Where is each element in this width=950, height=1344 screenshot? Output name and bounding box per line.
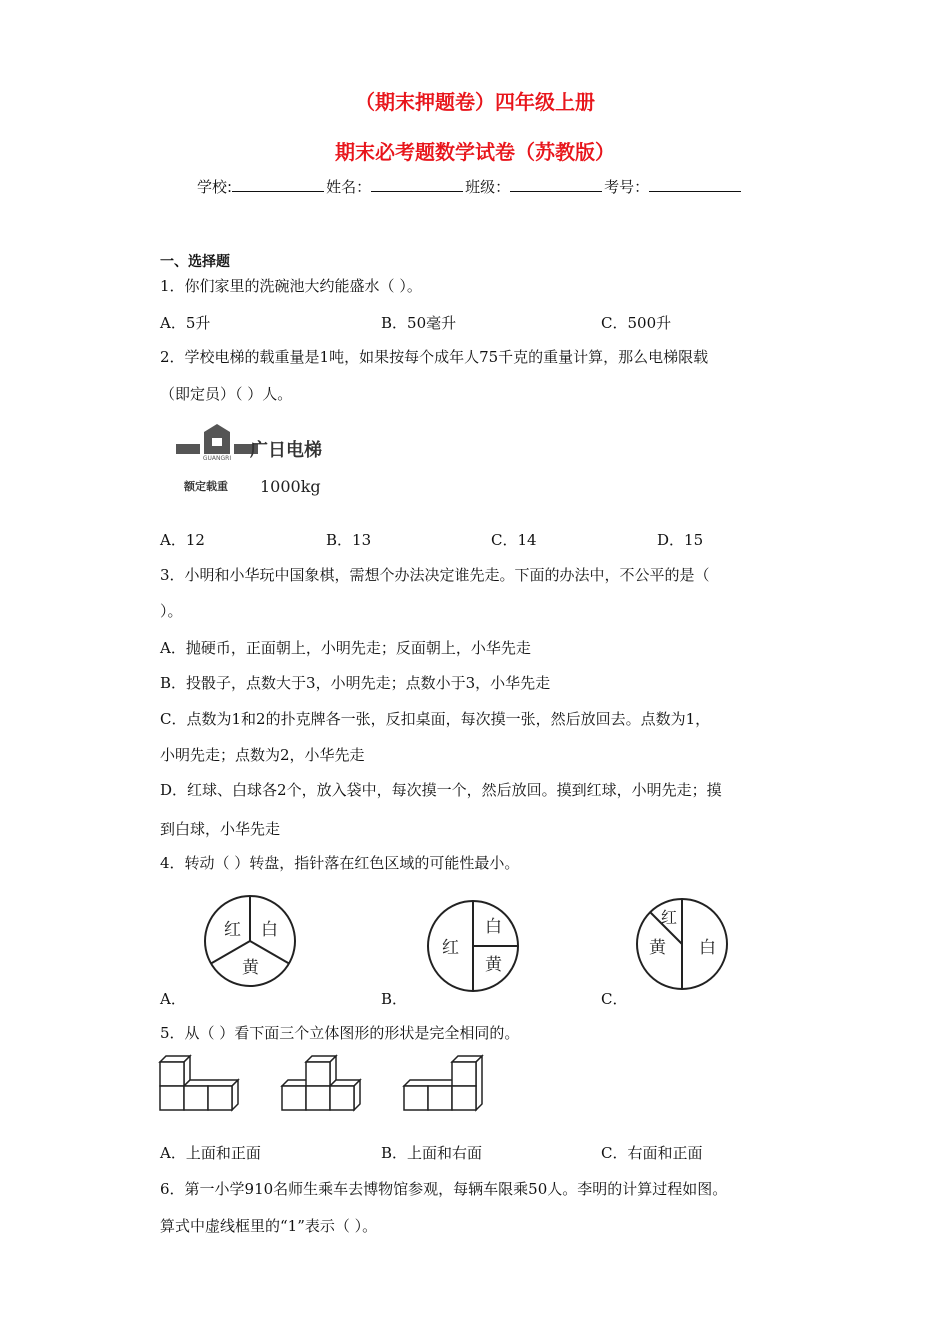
exam-number-label: 考号： bbox=[604, 178, 650, 196]
spinner-a-yellow-label: 黄 bbox=[242, 958, 259, 978]
brand-chinese: 广日电梯 bbox=[250, 440, 322, 461]
rated-load-label: 额定载重 bbox=[184, 480, 228, 493]
title-line2: 期末必考题数学试卷（苏教版） bbox=[335, 140, 615, 164]
q3-option-c-line2[interactable]: 小明先走；点数为2，小华先走 bbox=[160, 746, 365, 764]
q4-option-b[interactable]: B． bbox=[381, 990, 408, 1008]
cube-figure-2 bbox=[276, 1050, 368, 1118]
spinner-c-yellow-label: 黄 bbox=[649, 938, 666, 958]
exam-number-blank[interactable] bbox=[649, 177, 741, 192]
q5-option-b[interactable]: B．上面和右面 bbox=[381, 1144, 483, 1162]
q2-option-c[interactable]: C．14 bbox=[491, 531, 537, 549]
spinner-c-red-label: 红 bbox=[661, 908, 678, 927]
student-info-row bbox=[197, 176, 743, 197]
question-4-stem: 4．转动（ ）转盘，指针落在红色区域的可能性最小。 bbox=[160, 854, 520, 872]
q3-option-a[interactable]: A．抛硬币，正面朝上，小明先走；反面朝上，小华先走 bbox=[160, 639, 531, 657]
q1-option-a[interactable]: A．5升 bbox=[160, 314, 211, 332]
cube-figure-1 bbox=[154, 1050, 246, 1118]
spinner-b bbox=[425, 898, 521, 998]
question-2-line1: 2．学校电梯的载重量是1吨，如果按每个成年人75千克的重量计算，那么电梯限载 bbox=[160, 348, 709, 366]
question-3-line2: ）。 bbox=[160, 602, 183, 620]
question-3-line1: 3．小明和小华玩中国象棋，需想个办法决定谁先走。下面的办法中，不公平的是（ bbox=[160, 566, 710, 584]
q5-option-c[interactable]: C．右面和正面 bbox=[601, 1144, 703, 1162]
spinner-b-white-label: 白 bbox=[485, 917, 502, 937]
brand-english: GUANGRI bbox=[202, 455, 232, 462]
question-6-line1: 6．第一小学910名师生乘车去博物馆参观，每辆车限乘50人。李明的计算过程如图。 bbox=[160, 1180, 728, 1198]
question-1-stem: 1．你们家里的洗碗池大约能盛水（ ）。 bbox=[160, 277, 422, 295]
q3-option-c-line1[interactable]: C．点数为1和2的扑克牌各一张，反扣桌面，每次摸一张，然后放回去。点数为1， bbox=[160, 710, 711, 728]
q2-option-a[interactable]: A．12 bbox=[160, 531, 205, 549]
cube-figure-3 bbox=[398, 1050, 490, 1118]
q2-option-d[interactable]: D．15 bbox=[657, 531, 704, 549]
spinner-a-red-label: 红 bbox=[224, 920, 241, 940]
question-2-line2: （即定员）（ ）人。 bbox=[160, 385, 293, 403]
section-heading: 一、选择题 bbox=[160, 254, 230, 270]
q4-option-a[interactable]: A． bbox=[160, 990, 186, 1008]
spinner-c-white-label: 白 bbox=[699, 938, 716, 958]
elevator-logo-icon bbox=[174, 424, 344, 504]
question-6-line2: 算式中虚线框里的“1”表示（ ）。 bbox=[160, 1217, 378, 1235]
rated-load-value: 1000kg bbox=[260, 477, 321, 496]
school-label: 学校: bbox=[197, 178, 233, 196]
spinner-a bbox=[202, 893, 298, 993]
class-blank[interactable] bbox=[510, 177, 602, 192]
school-blank[interactable] bbox=[232, 177, 324, 192]
spinner-c bbox=[634, 896, 730, 996]
question-5-stem: 5．从（ ）看下面三个立体图形的形状是完全相同的。 bbox=[160, 1024, 520, 1042]
q2-option-b[interactable]: B．13 bbox=[326, 531, 372, 549]
q3-option-d-line1[interactable]: D．红球、白球各2个，放入袋中，每次摸一个，然后放回。摸到红球，小明先走；摸 bbox=[160, 781, 722, 799]
q3-option-d-line2[interactable]: 到白球，小华先走 bbox=[160, 820, 281, 838]
title-line1: （期末押题卷）四年级上册 bbox=[355, 90, 595, 114]
q1-option-b[interactable]: B．50毫升 bbox=[381, 314, 457, 332]
q4-option-c[interactable]: C． bbox=[601, 990, 628, 1008]
name-label: 姓名： bbox=[326, 178, 372, 196]
q5-option-a[interactable]: A．上面和正面 bbox=[160, 1144, 261, 1162]
class-label: 班级： bbox=[465, 178, 511, 196]
spinner-b-yellow-label: 黄 bbox=[485, 955, 502, 975]
elevator-sign bbox=[174, 424, 344, 504]
spinner-b-red-label: 红 bbox=[442, 938, 459, 958]
q3-option-b[interactable]: B．投骰子，点数大于3，小明先走；点数小于3，小华先走 bbox=[160, 674, 551, 692]
name-blank[interactable] bbox=[371, 177, 463, 192]
q1-option-c[interactable]: C．500升 bbox=[601, 314, 672, 332]
spinner-a-white-label: 白 bbox=[261, 920, 278, 940]
